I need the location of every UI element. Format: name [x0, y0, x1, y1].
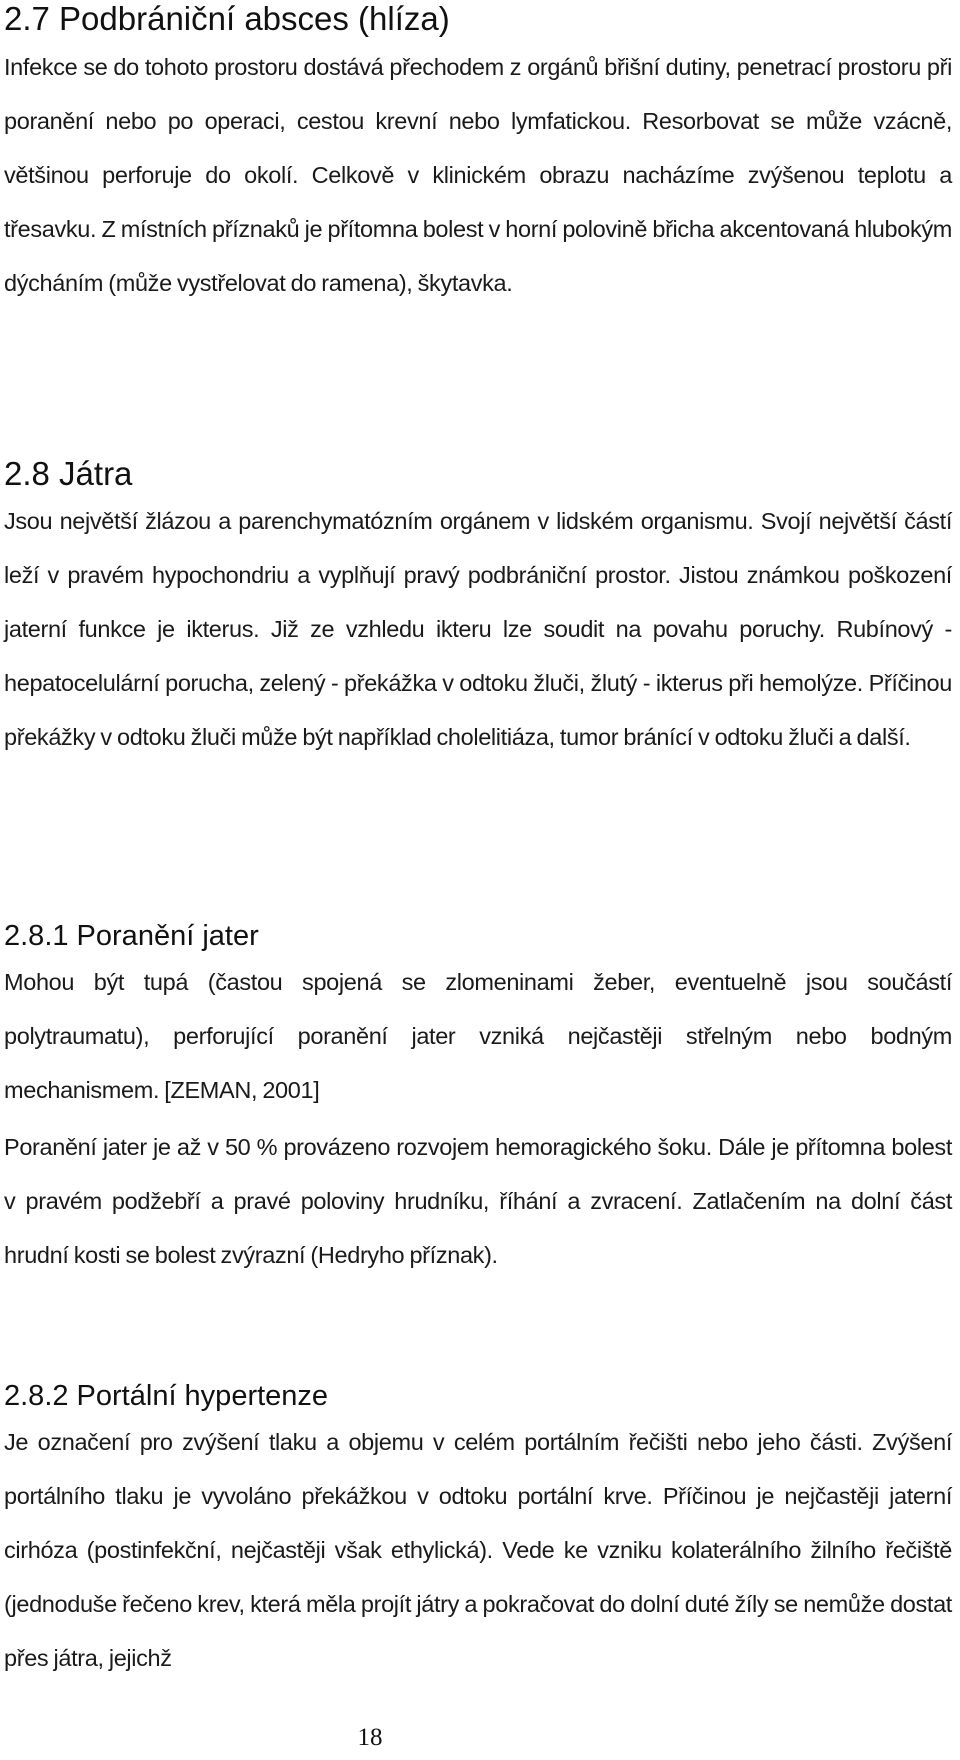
page-number: 18: [357, 1724, 383, 1751]
paragraph-liver-injury-symptoms: Poranění jater je až v 50 % provázeno rozvojem hemoragického šoku. Dále je přítomna bolest v pravém podžebří a pravé poloviny hrudníku, říhání a zvracení. Zatlačením na dolní část hrudní kosti se bolest zvýrazní (Hedryho příznak).: [4, 1134, 952, 1268]
section-heading-2-8: 2.8 Játra: [4, 455, 133, 492]
section-heading-2-8-2: 2.8.2 Portální hypertenze: [4, 1380, 329, 1412]
section-heading-2-8-1: 2.8.1 Poranění jater: [4, 920, 259, 952]
paragraph-liver: Jsou největší žlázou a parenchymatózním orgánem v lidském organismu. Svojí největší částí leží v pravém hypochondriu a vyplňují pravý podbrániční prostor. Jistou známkou poškození jaterní funkce je ikterus. Již ze vzhledu ikteru lze soudit na povahu poruchy. Rubínový - hepatocelulární porucha, zelený - překážka v odtoku žluči, žlutý - ikterus při hemolýze. Příčinou překážky v odtoku žluči může být například cholelitiáza, tumor bránící v odtoku žluči a další.: [4, 508, 952, 750]
paragraph-portal-hypertension: Je označení pro zvýšení tlaku a objemu v celém portálním řečišti nebo jeho části. Zvýšení portálního tlaku je vyvoláno překážkou v odtoku portální krve. Příčinou je nejčastěji jaterní cirhóza (postinfekční, nejčastěji však ethylická). Vede ke vzniku kolaterálního žilního řečiště (jednoduše řečeno krev, která měla projít játry a pokračovat do dolní duté žíly se nemůže dostat přes játra, jejichž: [4, 1429, 952, 1671]
paragraph-subphrenic-abscess: Infekce se do tohoto prostoru dostává přechodem z orgánů břišní dutiny, penetrací prostoru při poranění nebo po operaci, cestou krevní nebo lymfatickou. Resorbovat se může vzácně, většinou perforuje do okolí. Celkově v klinickém obrazu nacházíme zvýšenou teplotu a třesavku. Z místních příznaků je přítomna bolest v horní polovině břicha akcentovaná hlubokým dýcháním (může vystřelovat do ramena), škytavka.: [4, 54, 952, 296]
section-heading-2-7: 2.7 Podbrániční absces (hlíza): [4, 0, 450, 37]
paragraph-liver-injury: Mohou být tupá (častou spojená se zlomeninami žeber, eventuelně jsou součástí polytraumatu), perforující poranění jater vzniká nejčastěji střelným nebo bodným mechanismem. [ZEMAN, 2001]: [4, 969, 952, 1103]
